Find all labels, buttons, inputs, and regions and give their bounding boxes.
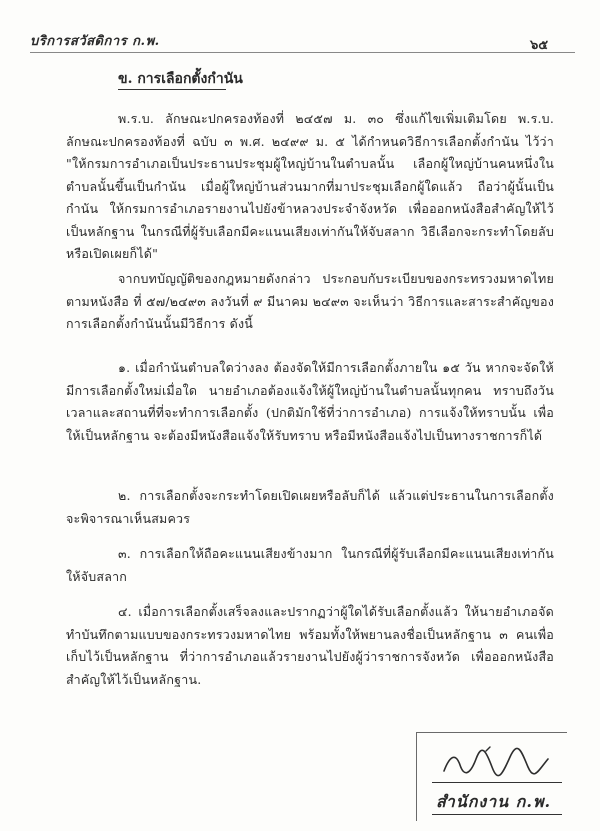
running-header: บริการสวัสดิการ ก.พ.: [30, 34, 160, 49]
stamp-office-name: สำนักงาน ก.พ.: [436, 792, 552, 811]
list-item-1: ๑. เมื่อกำนันตำบลใดว่างลง ต้องจัดให้มีการเลือกตั้งภายใน ๑๕ วัน หากจะจัดให้มีการเลือกตั้งใหม่เมื่อใด นายอำเภอต้องแจ้งให้ผู้ใหญ่บ้านในตำบลนั้นทุกคน ทราบถึงวันเวลาและสถานที่ที่จะทำการเลือกตั้ง (ปกติมักใช้ที่ว่าการอำเภอ) การแจ้งให้ทราบนั้น เพื่อให้เป็นหลักฐาน จะต้องมีหนังสือแจ้งให้รับทราบ หรือมีหนังสือแจ้งไปเป็นทางราชการก็ได้: [66, 360, 554, 443]
section-title: ข. การเลือกตั้งกำนัน: [118, 71, 243, 87]
list-item-4: ๔. เมื่อการเลือกตั้งเสร็จลงและปรากฏว่าผู้ใดได้รับเลือกตั้งแล้ว ให้นายอำเภอจัดทำบันทึกตามแบบของกระทรวงมหาดไทย พร้อมทั้งให้พยานลงชื่อเป็นหลักฐาน ๓ คนเพื่อเก็บไว้เป็นหลักฐาน ที่ว่าการอำเภอแล้วรายงานไปยังผู้ว่าราชการจังหวัด เพื่อออกหนังสือสำคัญให้ไว้เป็นหลักฐาน.: [66, 604, 554, 687]
section-title-underline: [118, 89, 226, 90]
handwritten-signature: [440, 745, 560, 781]
paragraph-1: พ.ร.บ. ลักษณะปกครองท้องที่ ๒๔๕๗ ม. ๓๐ ซึ่งแก้ไขเพิ่มเติมโดย พ.ร.บ. ลักษณะปกครองท้องที่ ฉบับ ๓ พ.ศ. ๒๔๙๙ ม. ๕ ได้กำหนดวิธีการเลือกตั้งกำนัน ไว้ว่า "ให้กรมการอำเภอเป็นประธานประชุมผู้ใหญ่บ้านในตำบลนั้น เลือกผู้ใหญ่บ้านคนหนึ่งในตำบลนั้นขึ้นเป็นกำนัน เมื่อผู้ใหญ่บ้านส่วนมากที่มาประชุมเลือกผู้ใดแล้ว ถือว่าผู้นั้นเป็นกำนัน ให้กรมการอำเภอรายงานไปยังข้าหลวงประจำจังหวัด เพื่อออกหนังสือสำคัญให้ไว้เป็นหลักฐาน ในกรณีที่ผู้รับเลือกมีคะแนนเสียงเท่ากันให้จับสลาก วิธีเลือกจะกระทำโดยลับหรือเปิดเผยก็ได้": [66, 111, 554, 261]
list-item-3: ๓. การเลือกให้ถือคะแนนเสียงข้างมาก ในกรณีที่ผู้รับเลือกมีคะแนนเสียงเท่ากันให้จับสลาก: [66, 546, 554, 584]
header-rule: [30, 52, 575, 53]
paragraph-2: จากบทบัญญัติของกฎหมายดังกล่าว ประกอบกับระเบียบของกระทรวงมหาดไทยตามหนังสือ ที่ ๕๗/๒๔๙๓ ลงวันที่ ๙ มีนาคม ๒๔๙๓ จะเห็นว่า วิธีการและสาระสำคัญของการเลือกตั้งกำนันนั้นมีวิธีการ ดังนี้: [66, 271, 554, 331]
stamp-rule-bottom: [432, 814, 562, 815]
stamp-rule-top: [432, 782, 562, 783]
list-item-2: ๒. การเลือกตั้งจะกระทำโดยเปิดเผยหรือลับก็ได้ แล้วแต่ประธานในการเลือกตั้งจะพิจารณาเห็นสมควร: [66, 488, 554, 526]
page-number: ๖๕: [530, 38, 549, 53]
